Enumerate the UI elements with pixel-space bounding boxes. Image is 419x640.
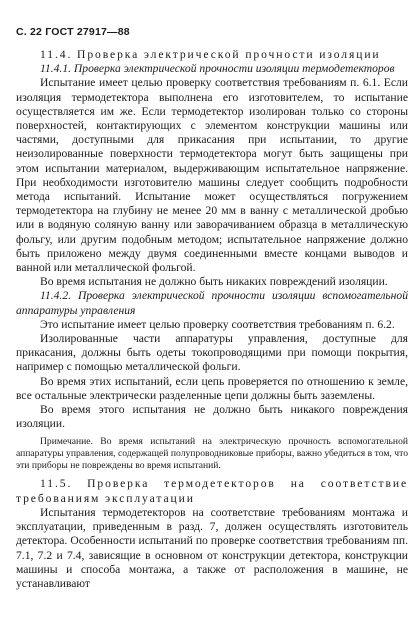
paragraph: Во время испытания не должно быть никаких повреждений изоляции.	[40, 275, 388, 289]
paragraph: Изолированные части аппаратуры управления, доступные для прикасания, должны быть одеты токопроводящими при помощи покрытия, например с помощью металлической фольги.	[16, 332, 408, 374]
subsection-heading-11-4-2: 11.4.2. Проверка электрической прочности изоляции вспомогательной аппаратуры управления	[16, 289, 408, 317]
subsection-heading-11-4-1: 11.4.1. Проверка электрической прочности изоляции термодетекторов	[40, 62, 395, 76]
note-paragraph: Примечание. Во время испытаний на электрическую прочность вспомогательной аппаратуры управления, содержащей полупроводниковые приборы, важно убедиться в том, что эти приборы не повреждены во время испытаний.	[16, 436, 408, 472]
section-heading-11-5: 11.5. Проверка термодетекторов на соответствие требованиям эксплуатации	[16, 477, 408, 505]
paragraph: Испытания термодетекторов на соответствие требованиям монтажа и эксплуатации, приведенным в разд. 7, должен осуществлять изготовитель детектора. Особенности испытаний по проверке соответствия требованиям пп. 7.1, 7.2 и 7.4, зависящие в основном от конструкции детектора, конструкции машины и способа монтажа, а также от расположения в машине, не устанавливают	[16, 505, 408, 590]
paragraph: Это испытание имеет целью проверку соответствия требованиям п. 6.2.	[40, 317, 395, 331]
section-heading-11-4: 11.4. Проверка электрической прочности изоляции	[40, 48, 381, 61]
paragraph: Испытание имеет целью проверку соответствия требованиям п. 6.1. Если изоляция термодетектора выполнена его изготовителем, то испытание осуществляется им же. Если термодетектор изолирован только со стороны поверхностей, контактирующих с элементом конструкции машины или частями, доступными для прикасания при испытании, то другие неизолированные поверхности термодетектора могут быть защищены при этом испытании материалом, выдерживающим испытательное напряжение. При необходимости изготовителю машины следует сообщить подробности метода испытаний. Испытание может осуществляться погружением термодетектора на глубину не менее 20 мм в ванну с металлической дробью или в водяную соляную ванну или заворачиванием образца в металлическую фольгу, или другим подобным методом; испытательное напряжение должно быть приложено между двумя соединенными вместе концами выводов и ванной или металлической фольгой.	[16, 76, 408, 275]
document-body	[16, 48, 408, 591]
paragraph: Во время этого испытания не должно быть никакого повреждения изоляции.	[16, 403, 408, 431]
paragraph: Во время этих испытаний, если цепь проверяется по отношению к земле, все остальные электрически разделенные цепи должны быть заземлены.	[16, 374, 408, 402]
page-header: С. 22 ГОСТ 27917—88	[16, 26, 130, 38]
